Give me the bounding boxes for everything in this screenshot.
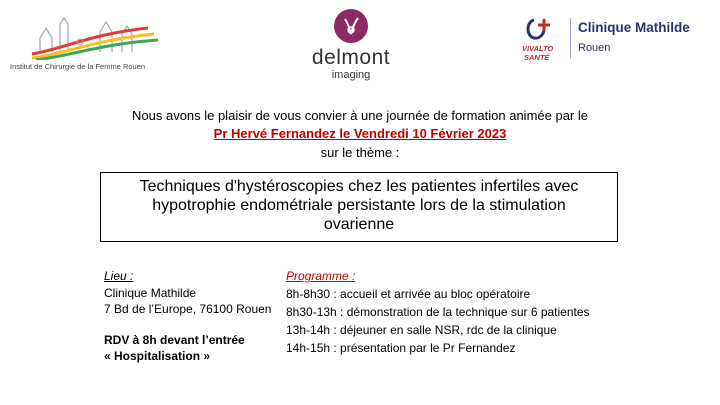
logo-institut-chirurgie-femme xyxy=(10,14,210,74)
rdv-line: RDV à 8h devant l’entrée xyxy=(104,333,245,347)
programme-heading: Programme : xyxy=(286,269,356,283)
rdv-entrance: « Hospitalisation » xyxy=(104,349,211,363)
programme-item: 8h-8h30 : accueil et arrivée au bloc opératoire xyxy=(286,287,531,301)
delmont-emblem-icon xyxy=(333,8,369,44)
clinic-city: Rouen xyxy=(578,42,611,54)
topic-box xyxy=(100,172,618,242)
theme-label: sur le thème : xyxy=(320,145,400,160)
vivalto-line1: VIVALTO xyxy=(522,44,554,53)
icf-logo-name: Institut de Chirurgie de la Femme Rouen xyxy=(10,62,146,71)
lieu-address: 7 Bd de l’Europe, 76100 Rouen xyxy=(104,302,272,316)
intro-text: Nous avons le plaisir de vous convier à une journée de formation animée par le xyxy=(132,108,588,123)
topic-line: ovarienne xyxy=(323,216,395,233)
delmont-subtitle: imaging xyxy=(331,69,371,81)
programme-item: 14h-15h : présentation par le Pr Fernandez xyxy=(286,341,516,355)
clinic-name: Clinique Mathilde xyxy=(578,20,690,35)
vivalto-emblem-icon xyxy=(520,16,564,44)
lieu-heading: Lieu : xyxy=(104,269,134,283)
topic-line: Techniques d'hystéroscopies chez les patientes infertiles avec xyxy=(139,178,579,195)
lieu-name: Clinique Mathilde xyxy=(104,286,197,300)
vivalto-line2: SANTÉ xyxy=(524,53,550,62)
logo-delmont-imaging xyxy=(296,8,406,80)
programme-item: 13h-14h : déjeuner en salle NSR, rdc de la clinique xyxy=(286,323,557,337)
programme-item: 8h30-13h : démonstration de la technique sur 6 patientes xyxy=(286,305,590,319)
speaker-date: Pr Hervé Fernandez le Vendredi 10 Février 2023 xyxy=(213,126,507,141)
logo-clinique-mathilde xyxy=(520,16,710,66)
delmont-wordmark: delmont xyxy=(311,46,391,69)
logo-divider xyxy=(570,18,571,58)
rouen-skyline-logo-icon xyxy=(30,14,160,60)
topic-line: hypotrophie endométriale persistante lors de la stimulation xyxy=(152,197,566,214)
